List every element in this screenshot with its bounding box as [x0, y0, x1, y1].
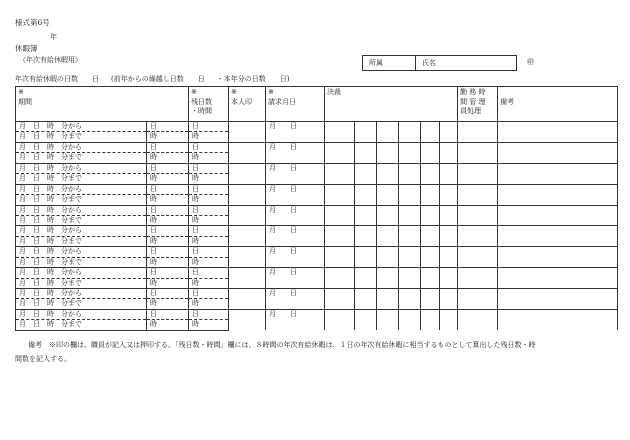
remaining-hour-cell[interactable]	[189, 215, 229, 225]
period-hour-cell[interactable]	[147, 174, 189, 184]
approval-cell[interactable]	[325, 205, 355, 226]
period-to-cell[interactable]	[16, 215, 147, 225]
approval-cell[interactable]	[440, 142, 458, 163]
remarks-cell[interactable]	[498, 122, 618, 143]
remaining-hour-text: 時	[192, 320, 199, 329]
period-from-cell[interactable]	[16, 122, 147, 132]
remaining-hour-cell[interactable]	[189, 257, 229, 267]
request-date-cell[interactable]	[266, 142, 325, 163]
remaining-day-cell[interactable]	[189, 247, 229, 257]
remaining-hour-cell[interactable]	[189, 174, 229, 184]
carryover-days: (前年からの繰越し日数 日	[111, 75, 205, 83]
remarks-cell[interactable]	[498, 289, 618, 310]
request-date-cell[interactable]	[266, 205, 325, 226]
request-date-text: 月 日	[269, 205, 297, 214]
seal-mark: ㊞	[527, 58, 534, 66]
approval-cell[interactable]	[325, 122, 355, 143]
approval-cell[interactable]	[440, 268, 458, 289]
remaining-day-cell[interactable]	[189, 184, 229, 194]
period-day-text: 日	[150, 122, 157, 130]
remaining-day-cell[interactable]	[189, 163, 229, 173]
period-to-cell[interactable]	[16, 278, 147, 288]
approval-cell[interactable]	[440, 163, 458, 184]
seal-cell[interactable]	[229, 163, 266, 184]
seal-header	[229, 87, 266, 122]
leave-summary-line	[15, 76, 301, 83]
remaining-day-cell[interactable]	[189, 226, 229, 236]
remaining-day-cell[interactable]	[189, 122, 229, 132]
remaining-day-cell[interactable]	[189, 142, 229, 152]
period-from-cell[interactable]	[16, 309, 147, 319]
period-from-text: 月 日 時 分から	[19, 163, 82, 172]
approval-cell[interactable]	[325, 163, 355, 184]
leave-entry-top	[16, 163, 618, 173]
processor-cell[interactable]	[458, 226, 498, 247]
affiliation-label: 所属	[363, 56, 416, 70]
period-hour-text: 時	[150, 320, 157, 329]
request-date-text: 月 日	[269, 163, 297, 172]
leave-entry-top	[16, 309, 618, 319]
period-hour-text: 時	[150, 299, 157, 308]
period-from-text: 月 日 時 分から	[19, 142, 82, 151]
processor-cell[interactable]	[458, 289, 498, 310]
remarks-cell[interactable]	[498, 205, 618, 226]
period-day-cell[interactable]	[147, 163, 189, 173]
approval-cell[interactable]	[440, 309, 458, 330]
remaining-day-cell[interactable]	[189, 289, 229, 299]
period-day-text: 日	[150, 142, 157, 151]
approval-cell[interactable]	[377, 163, 399, 184]
processor-label-3: 員処理	[460, 107, 482, 115]
period-hour-cell[interactable]	[147, 299, 189, 309]
approval-cell[interactable]	[377, 268, 399, 289]
period-from-text: 月 日 時 分から	[19, 122, 82, 130]
approval-cell[interactable]	[399, 226, 421, 247]
remaining-hour-text: 時	[192, 153, 199, 162]
approval-cell[interactable]	[325, 247, 355, 268]
remaining-mark: ※	[191, 88, 197, 96]
period-day-cell[interactable]	[147, 142, 189, 152]
approval-cell[interactable]	[355, 205, 377, 226]
approval-cell[interactable]	[325, 142, 355, 163]
remaining-hour-cell[interactable]	[189, 153, 229, 163]
remaining-day-cell[interactable]	[189, 309, 229, 319]
period-mark: ※	[18, 88, 24, 96]
remaining-day-text: 日	[192, 205, 199, 214]
remaining-hour-text: 時	[192, 236, 199, 245]
period-to-text: 月 日 時 分まで	[19, 257, 82, 266]
period-to-cell[interactable]	[16, 195, 147, 205]
approval-cell[interactable]	[377, 226, 399, 247]
period-hour-cell[interactable]	[147, 278, 189, 288]
period-day-cell[interactable]	[147, 309, 189, 319]
approval-cell[interactable]	[355, 184, 377, 205]
request-date-cell[interactable]	[266, 309, 325, 330]
remaining-day-text: 日	[192, 268, 199, 277]
approval-cell[interactable]	[440, 226, 458, 247]
seal-cell[interactable]	[229, 309, 266, 330]
approval-cell[interactable]	[377, 142, 399, 163]
name-label[interactable]: 氏名	[422, 59, 436, 67]
approval-cell[interactable]	[377, 122, 399, 143]
period-day-cell[interactable]	[147, 122, 189, 132]
processor-header	[458, 87, 498, 122]
period-from-text: 月 日 時 分から	[19, 184, 82, 193]
period-day-text: 日	[150, 205, 157, 214]
leave-entry-top	[16, 205, 618, 215]
request-date-cell[interactable]	[266, 122, 325, 143]
approval-cell[interactable]	[325, 309, 355, 330]
remaining-label-2: ・時間	[191, 107, 212, 115]
remaining-day-text: 日	[192, 122, 199, 130]
approval-cell[interactable]	[377, 205, 399, 226]
note-line-1: 備考 ※印の欄は、職員が記入又は押印する。「残日数・時間」欄には、８時間の年次有給休暇は、１日の年次有給休暇に相当するものとして算出した残日数・時	[28, 341, 536, 349]
processor-cell[interactable]	[458, 163, 498, 184]
approval-cell[interactable]	[421, 268, 440, 289]
period-from-cell[interactable]	[16, 247, 147, 257]
approval-cell[interactable]	[399, 309, 421, 330]
period-hour-text: 時	[150, 257, 157, 266]
approval-cell[interactable]	[399, 289, 421, 310]
seal-col-label: 本人印	[231, 97, 252, 106]
remarks-cell[interactable]	[498, 142, 618, 163]
leave-entry-top	[16, 122, 618, 132]
approval-cell[interactable]	[421, 309, 440, 330]
leave-entry-top	[16, 184, 618, 194]
remaining-hour-cell[interactable]	[189, 320, 229, 330]
note-line-2: 間数を記入する。	[15, 355, 71, 363]
seal-cell[interactable]	[229, 205, 266, 226]
processor-cell[interactable]	[458, 247, 498, 268]
approval-cell[interactable]	[421, 142, 440, 163]
approval-cell[interactable]	[355, 247, 377, 268]
approval-cell[interactable]	[421, 163, 440, 184]
leave-entry-top	[16, 247, 618, 257]
remarks-cell[interactable]	[498, 163, 618, 184]
request-date-text: 月 日	[269, 309, 297, 318]
approval-cell[interactable]	[421, 205, 440, 226]
approval-cell[interactable]	[440, 289, 458, 310]
period-day-cell[interactable]	[147, 184, 189, 194]
request-date-cell[interactable]	[266, 226, 325, 247]
approval-cell[interactable]	[377, 247, 399, 268]
period-from-cell[interactable]	[16, 142, 147, 152]
remaining-day-text: 日	[192, 289, 199, 297]
leave-entry-top	[16, 142, 618, 152]
remaining-day-text: 日	[192, 142, 199, 151]
approval-cell[interactable]	[399, 268, 421, 289]
remarks-label: 備考	[500, 98, 515, 106]
leave-entry-top	[16, 226, 618, 236]
remaining-day-text: 日	[192, 247, 199, 256]
period-from-text: 月 日 時 分から	[19, 226, 82, 235]
approval-cell[interactable]	[421, 184, 440, 205]
request-date-cell[interactable]	[266, 289, 325, 310]
request-date-cell[interactable]	[266, 247, 325, 268]
period-to-cell[interactable]	[16, 174, 147, 184]
seal-cell[interactable]	[229, 268, 266, 289]
period-from-cell[interactable]	[16, 268, 147, 278]
remaining-hour-cell[interactable]	[189, 195, 229, 205]
request-date-text: 月 日	[269, 142, 297, 151]
period-day-text: 日	[150, 184, 157, 193]
seal-cell[interactable]	[229, 226, 266, 247]
period-day-text: 日	[150, 289, 157, 297]
remaining-header	[189, 87, 229, 122]
period-from-cell[interactable]	[16, 163, 147, 173]
remarks-cell[interactable]	[498, 247, 618, 268]
approval-cell[interactable]	[399, 122, 421, 143]
annual-leave-days: 年次有給休暇の日数 日	[15, 75, 99, 83]
period-to-cell[interactable]	[16, 132, 147, 142]
approval-cell[interactable]	[440, 122, 458, 143]
remaining-day-text: 日	[192, 226, 199, 235]
approval-cell[interactable]	[377, 289, 399, 310]
approval-cell[interactable]	[355, 268, 377, 289]
approval-cell[interactable]	[421, 122, 440, 143]
approval-cell[interactable]	[355, 226, 377, 247]
document-subtitle: （年次有給休暇用）	[19, 56, 82, 64]
approval-cell[interactable]	[355, 122, 377, 143]
period-from-text: 月 日 時 分から	[19, 268, 82, 277]
current-year-days: ・本年分の日数 日)	[216, 75, 290, 83]
period-hour-text: 時	[150, 153, 157, 162]
period-to-text: 月 日 時 分まで	[19, 215, 82, 224]
request-date-text: 月 日	[269, 226, 297, 235]
remaining-hour-text: 時	[192, 174, 199, 183]
approval-cell[interactable]	[440, 247, 458, 268]
remaining-hour-cell[interactable]	[189, 278, 229, 288]
approval-cell[interactable]	[355, 289, 377, 310]
period-from-cell[interactable]	[16, 184, 147, 194]
period-to-text: 月 日 時 分まで	[19, 174, 82, 183]
seal-cell[interactable]	[229, 142, 266, 163]
seal-cell[interactable]	[229, 184, 266, 205]
period-day-cell[interactable]	[147, 247, 189, 257]
approval-header	[325, 87, 458, 122]
remaining-hour-text: 時	[192, 299, 199, 308]
request-date-text: 月 日	[269, 289, 297, 297]
document-title: 休暇簿	[15, 44, 38, 53]
year-label: 年	[50, 33, 57, 41]
approval-cell[interactable]	[325, 268, 355, 289]
period-day-text: 日	[150, 226, 157, 235]
period-hour-text: 時	[150, 236, 157, 245]
remaining-hour-text: 時	[192, 132, 199, 141]
leave-table-body	[16, 122, 618, 331]
processor-cell[interactable]	[458, 268, 498, 289]
period-hour-cell[interactable]	[147, 195, 189, 205]
request-date-text: 月 日	[269, 268, 297, 277]
period-to-cell[interactable]	[16, 257, 147, 267]
approval-cell[interactable]	[421, 289, 440, 310]
approval-cell[interactable]	[355, 309, 377, 330]
seal-cell[interactable]	[229, 289, 266, 310]
period-to-text: 月 日 時 分まで	[19, 278, 82, 287]
approval-cell[interactable]	[399, 163, 421, 184]
affiliation-name-box	[362, 55, 517, 71]
processor-cell[interactable]	[458, 122, 498, 143]
period-hour-text: 時	[150, 132, 157, 141]
approval-cell[interactable]	[325, 184, 355, 205]
remaining-hour-text: 時	[192, 257, 199, 266]
remarks-cell[interactable]	[498, 184, 618, 205]
period-to-cell[interactable]	[16, 153, 147, 163]
remaining-hour-text: 時	[192, 195, 199, 204]
approval-cell[interactable]	[421, 247, 440, 268]
period-hour-text: 時	[150, 174, 157, 183]
request-date-text: 月 日	[269, 247, 297, 256]
leave-record-table	[15, 86, 618, 331]
period-from-text: 月 日 時 分から	[19, 205, 82, 214]
approval-cell[interactable]	[325, 226, 355, 247]
approval-cell[interactable]	[325, 289, 355, 310]
remaining-day-text: 日	[192, 309, 199, 318]
period-to-text: 月 日 時 分まで	[19, 153, 82, 162]
remaining-hour-cell[interactable]	[189, 236, 229, 246]
remaining-hour-text: 時	[192, 215, 199, 224]
period-day-cell[interactable]	[147, 226, 189, 236]
remaining-day-text: 日	[192, 184, 199, 193]
period-hour-cell[interactable]	[147, 215, 189, 225]
period-day-text: 日	[150, 247, 157, 256]
period-to-cell[interactable]	[16, 299, 147, 309]
request-date-header	[266, 87, 325, 122]
processor-label-2: 間 管 理	[460, 97, 486, 106]
period-day-cell[interactable]	[147, 268, 189, 278]
form-number: 様式第6号	[15, 18, 50, 27]
processor-cell[interactable]	[458, 142, 498, 163]
approval-cell[interactable]	[399, 142, 421, 163]
approval-cell[interactable]	[440, 184, 458, 205]
period-day-cell[interactable]	[147, 289, 189, 299]
remarks-cell[interactable]	[498, 268, 618, 289]
request-date-cell[interactable]	[266, 163, 325, 184]
remarks-cell[interactable]	[498, 309, 618, 330]
period-to-cell[interactable]	[16, 236, 147, 246]
period-from-cell[interactable]	[16, 226, 147, 236]
period-hour-cell[interactable]	[147, 320, 189, 330]
remaining-hour-cell[interactable]	[189, 299, 229, 309]
approval-cell[interactable]	[399, 247, 421, 268]
approval-cell[interactable]	[355, 142, 377, 163]
request-date-cell[interactable]	[266, 268, 325, 289]
period-day-text: 日	[150, 163, 157, 172]
remaining-day-text: 日	[192, 163, 199, 172]
request-date-text: 月 日	[269, 122, 297, 130]
approval-cell[interactable]	[377, 309, 399, 330]
remarks-header	[498, 87, 618, 122]
approval-cell[interactable]	[440, 205, 458, 226]
request-mark: ※	[268, 88, 274, 96]
period-from-text: 月 日 時 分から	[19, 247, 82, 256]
processor-label-1: 勤 務 時	[460, 88, 486, 96]
remarks-cell[interactable]	[498, 226, 618, 247]
period-from-text: 月 日 時 分から	[19, 309, 82, 318]
processor-cell[interactable]	[458, 184, 498, 205]
remaining-day-cell[interactable]	[189, 205, 229, 215]
period-hour-cell[interactable]	[147, 132, 189, 142]
period-to-text: 月 日 時 分まで	[19, 195, 82, 204]
period-hour-text: 時	[150, 215, 157, 224]
period-hour-text: 時	[150, 278, 157, 287]
period-to-text: 月 日 時 分まで	[19, 236, 82, 245]
remaining-day-cell[interactable]	[189, 268, 229, 278]
leave-entry-top	[16, 268, 618, 278]
period-hour-cell[interactable]	[147, 236, 189, 246]
seal-cell[interactable]	[229, 122, 266, 143]
approval-cell[interactable]	[421, 226, 440, 247]
period-hour-cell[interactable]	[147, 153, 189, 163]
leave-entry-top	[16, 289, 618, 299]
seal-cell[interactable]	[229, 247, 266, 268]
period-from-text: 月 日 時 分から	[19, 289, 82, 297]
period-from-cell[interactable]	[16, 289, 147, 299]
processor-cell[interactable]	[458, 309, 498, 330]
request-date-text: 月 日	[269, 184, 297, 193]
request-date-cell[interactable]	[266, 184, 325, 205]
period-to-text: 月 日 時 分まで	[19, 299, 82, 308]
period-to-text: 月 日 時 分まで	[19, 132, 82, 141]
approval-cell[interactable]	[377, 184, 399, 205]
period-hour-text: 時	[150, 195, 157, 204]
approval-label: 決裁	[327, 88, 341, 96]
period-from-cell[interactable]	[16, 205, 147, 215]
period-header	[16, 87, 189, 122]
request-date-label: 請求月日	[268, 97, 296, 106]
period-day-text: 日	[150, 309, 157, 318]
approval-cell[interactable]	[399, 205, 421, 226]
remaining-label-1: 残日数	[191, 97, 212, 106]
period-day-cell[interactable]	[147, 205, 189, 215]
period-to-cell[interactable]	[16, 320, 147, 330]
seal-col-mark: ※	[231, 88, 237, 96]
period-day-text: 日	[150, 268, 157, 277]
processor-cell[interactable]	[458, 205, 498, 226]
period-label: 期間	[18, 97, 32, 106]
period-hour-cell[interactable]	[147, 257, 189, 267]
remaining-hour-text: 時	[192, 278, 199, 287]
remaining-hour-cell[interactable]	[189, 132, 229, 142]
approval-cell[interactable]	[355, 163, 377, 184]
approval-cell[interactable]	[399, 184, 421, 205]
period-to-text: 月 日 時 分まで	[19, 320, 82, 329]
